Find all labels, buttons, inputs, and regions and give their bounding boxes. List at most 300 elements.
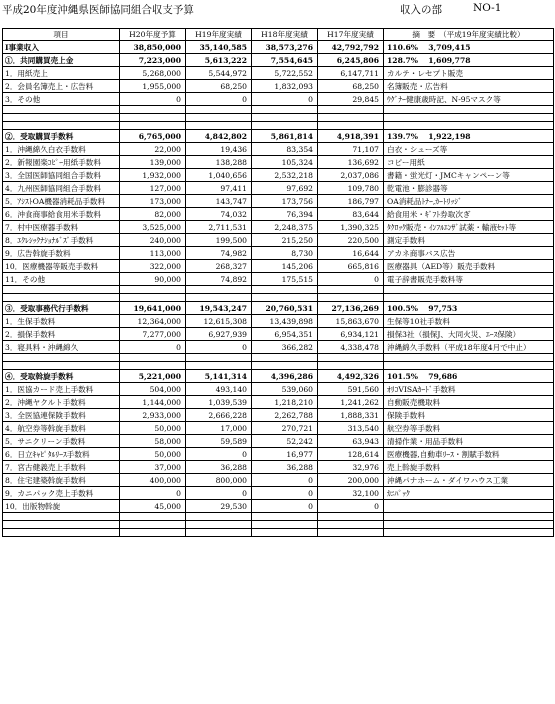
h20-cell [120,354,186,362]
table-row [3,260,554,273]
h17-cell: 128,614 [318,448,384,461]
notes-cell: コピー用紙 [384,156,554,169]
blank-row [3,286,554,294]
h19-cell: 5,544,972 [186,67,252,80]
table-row [3,461,554,474]
h18-cell [252,286,318,294]
h19-cell: 19,543,247 [186,302,252,315]
table-body [3,41,554,537]
item-cell: 5．サニクリーン手数料 [3,435,120,448]
table-row [3,156,554,169]
h19-cell: 74,032 [186,208,252,221]
h20-cell [120,114,186,122]
h17-cell [318,286,384,294]
item-cell: 4．航空券等斡旋手数料 [3,422,120,435]
h19-cell: 74,982 [186,247,252,260]
notes-cell [384,513,554,521]
col-header-h17: H17年度実績 [318,29,384,41]
h18-cell: 8,730 [252,247,318,260]
h18-cell: 13,439,898 [252,315,318,328]
h20-cell: 1,955,000 [120,80,186,93]
item-cell: 1．生保手数料 [3,315,120,328]
item-cell: ①．共同購買売上金 [3,54,120,67]
h17-cell: 665,816 [318,260,384,273]
h18-cell: 7,554,645 [252,54,318,67]
page-header [0,0,555,30]
h17-cell: 4,338,478 [318,341,384,354]
item-cell [3,114,120,122]
h17-cell: 6,245,806 [318,54,384,67]
h17-cell: 15,863,670 [318,315,384,328]
item-cell: 10．出版物斡旋 [3,500,120,513]
notes-cell: 損保3社（損保J、大同火災、ｴｰｽ保険） [384,328,554,341]
item-cell: 6．日立ｷｬﾋﾟﾀﾙﾘｰｽ手数料 [3,448,120,461]
notes-cell: 沖縄パナホーム・ダイワハウス工業 [384,474,554,487]
item-cell: 8．ｴｸﾚｼｯｸﾅｼｮﾅﾙﾞｽﾞ手数料 [3,234,120,247]
item-cell: 9．広告斡旋手数料 [3,247,120,260]
table-row [3,67,554,80]
h19-cell: 19,436 [186,143,252,156]
h20-cell: 5,268,000 [120,67,186,80]
h20-cell: 322,000 [120,260,186,273]
h18-cell: 0 [252,500,318,513]
item-cell: 3．寝具料・沖縄綿久 [3,341,120,354]
h17-cell: 313,540 [318,422,384,435]
h17-cell: 32,976 [318,461,384,474]
item-cell: 5．ｱｼｽﾄOA機器消耗品手数料 [3,195,120,208]
item-cell [3,122,120,130]
h18-cell [252,513,318,521]
h17-cell [318,122,384,130]
h18-cell: 175,515 [252,273,318,286]
blank-row [3,354,554,362]
notes-cell: 航空券等手数料 [384,422,554,435]
h17-cell: 4,918,391 [318,130,384,143]
h19-cell: 35,140,585 [186,41,252,54]
h19-cell: 493,140 [186,383,252,396]
h19-cell: 268,327 [186,260,252,273]
blank-row [3,529,554,537]
col-header-notes: 摘 要 （平成19年度実績比較） [384,29,554,41]
h17-cell: 83,644 [318,208,384,221]
item-cell [3,521,120,529]
h18-cell: 145,206 [252,260,318,273]
item-cell [3,286,120,294]
h18-cell [252,114,318,122]
h19-cell: 12,615,308 [186,315,252,328]
blank-row [3,294,554,302]
notes-cell [384,521,554,529]
h19-cell: 74,892 [186,273,252,286]
h17-cell [318,521,384,529]
notes-cell: ｳｸﾞﾅｰ健康歳時記、N-95マスク等 [384,93,554,106]
h18-cell: 83,354 [252,143,318,156]
h17-cell: 29,845 [318,93,384,106]
table-row [3,383,554,396]
h19-cell: 5,613,222 [186,54,252,67]
h18-cell: 1,218,210 [252,396,318,409]
h19-cell: 97,411 [186,182,252,195]
blank-row [3,114,554,122]
h18-cell: 366,282 [252,341,318,354]
item-cell: 6．沖食商事給食用米手数料 [3,208,120,221]
h17-cell: 200,000 [318,474,384,487]
notes-cell [384,294,554,302]
table-row [3,341,554,354]
h19-cell: 0 [186,448,252,461]
table-row [3,448,554,461]
blank-row [3,122,554,130]
item-cell: 10．医療機器等販売手数料 [3,260,120,273]
table-row [3,247,554,260]
item-cell: ②．受取購買手数料 [3,130,120,143]
h19-cell: 0 [186,93,252,106]
h17-cell: 16,644 [318,247,384,260]
h20-cell [120,122,186,130]
h20-cell: 7,223,000 [120,54,186,67]
item-cell: 2．新報園楽ｺﾋﾟｰ用紙手数料 [3,156,120,169]
item-cell: 3．その他 [3,93,120,106]
h17-cell: 42,792,792 [318,41,384,54]
h19-cell: 36,288 [186,461,252,474]
blank-row [3,521,554,529]
h20-cell [120,362,186,370]
item-cell [3,513,120,521]
h18-cell: 0 [252,487,318,500]
h19-cell [186,513,252,521]
h19-cell [186,529,252,537]
h17-cell: 186,797 [318,195,384,208]
h17-cell: 32,100 [318,487,384,500]
notes-cell: 自動販売機取料 [384,396,554,409]
notes-cell: ｵﾘｺVISAｶｰﾄﾞ手数料 [384,383,554,396]
item-cell: ④．受取斡旋手数料 [3,370,120,383]
notes-cell: 乾電池・膨診器等 [384,182,554,195]
h18-cell [252,294,318,302]
h18-cell: 20,760,531 [252,302,318,315]
notes-cell: 沖縄綿久手数料（平成18年度4月で中止） [384,341,554,354]
h18-cell: 6,954,351 [252,328,318,341]
h20-cell [120,529,186,537]
h19-cell [186,294,252,302]
notes-cell: 清掃作業・用品手数料 [384,435,554,448]
h17-cell: 591,560 [318,383,384,396]
h17-cell: 68,250 [318,80,384,93]
h18-cell: 105,324 [252,156,318,169]
notes-cell: カルテ・レセプト販売 [384,67,554,80]
notes-cell [384,529,554,537]
h18-cell [252,122,318,130]
item-cell [3,106,120,114]
notes-cell [384,106,554,114]
h17-cell: 1,241,262 [318,396,384,409]
h20-cell: 58,000 [120,435,186,448]
table-row [3,54,554,67]
item-cell: 2．損保手数料 [3,328,120,341]
h20-cell [120,294,186,302]
h17-cell [318,529,384,537]
h18-cell: 5,722,552 [252,67,318,80]
h17-cell [318,362,384,370]
notes-cell: 電子辞書販売手数料等 [384,273,554,286]
h20-cell: 3,525,000 [120,221,186,234]
h20-cell: 50,000 [120,422,186,435]
col-header-h18: H18年度実績 [252,29,318,41]
h18-cell: 1,832,093 [252,80,318,93]
h17-cell: 63,943 [318,435,384,448]
notes-cell: 医療器具（AED等）販売手数料 [384,260,554,273]
h18-cell: 2,262,788 [252,409,318,422]
item-cell: 2．沖縄ヤクルト手数料 [3,396,120,409]
h19-cell: 1,040,656 [186,169,252,182]
notes-cell: ｶﾆﾊﾟｯｸ [384,487,554,500]
item-cell: ③．受取事務代行手数料 [3,302,120,315]
item-cell: 1．用紙売上 [3,67,120,80]
h17-cell [318,114,384,122]
h17-cell: 4,492,326 [318,370,384,383]
h20-cell: 19,641,000 [120,302,186,315]
h20-cell [120,286,186,294]
notes-cell: 医療機器,自動車ﾘｰｽ・割賦手数料 [384,448,554,461]
table-row [3,435,554,448]
h18-cell: 5,861,814 [252,130,318,143]
h17-cell: 109,780 [318,182,384,195]
h17-cell: 71,107 [318,143,384,156]
item-cell: 8．住宅建築斡旋手数料 [3,474,120,487]
h20-cell: 22,000 [120,143,186,156]
item-cell: 9．カニパック売上手数料 [3,487,120,500]
h19-cell: 0 [186,341,252,354]
h20-cell: 90,000 [120,273,186,286]
h19-cell: 17,000 [186,422,252,435]
h19-cell [186,354,252,362]
notes-cell: 給食用米・ｷﾞﾌﾄ券取次ぎ [384,208,554,221]
notes-cell: 保険手数料 [384,409,554,422]
notes-cell [384,114,554,122]
item-cell: 7．宮古健義売上手数料 [3,461,120,474]
notes-cell: 測定手数料 [384,234,554,247]
h20-cell: 5,221,000 [120,370,186,383]
h19-cell: 800,000 [186,474,252,487]
blank-row [3,106,554,114]
h18-cell: 2,532,218 [252,169,318,182]
item-cell: 2．会員名簿売上・広告料 [3,80,120,93]
page-number: NO-1 [473,2,502,14]
h18-cell [252,106,318,114]
h18-cell: 2,248,375 [252,221,318,234]
item-cell [3,529,120,537]
table-row [3,474,554,487]
notes-cell [384,122,554,130]
h19-cell [186,286,252,294]
table-row [3,370,554,383]
h18-cell: 36,288 [252,461,318,474]
table-row [3,422,554,435]
notes-cell [384,362,554,370]
h17-cell: 0 [318,500,384,513]
h20-cell: 7,277,000 [120,328,186,341]
budget-table [2,28,554,537]
h18-cell: 76,394 [252,208,318,221]
h17-cell: 136,692 [318,156,384,169]
h17-cell: 6,934,121 [318,328,384,341]
notes-cell [384,500,554,513]
h18-cell [252,521,318,529]
h17-cell: 220,500 [318,234,384,247]
col-header-item: 項目 [3,29,120,41]
item-cell [3,294,120,302]
h17-cell [318,294,384,302]
h20-cell: 139,000 [120,156,186,169]
h20-cell: 38,850,000 [120,41,186,54]
notes-cell: 白衣・シューズ等 [384,143,554,156]
h19-cell: 29,530 [186,500,252,513]
item-cell: Ⅰ事業収入 [3,41,120,54]
table-row [3,41,554,54]
h19-cell: 1,039,539 [186,396,252,409]
h19-cell: 138,288 [186,156,252,169]
h20-cell: 2,933,000 [120,409,186,422]
item-cell: 1．医協カード売上手数料 [3,383,120,396]
table-row [3,487,554,500]
h19-cell: 4,842,802 [186,130,252,143]
h20-cell: 0 [120,341,186,354]
h17-cell [318,106,384,114]
item-cell [3,354,120,362]
h20-cell: 45,000 [120,500,186,513]
h17-cell: 0 [318,273,384,286]
h19-cell [186,362,252,370]
h17-cell: 2,037,086 [318,169,384,182]
h20-cell: 1,932,000 [120,169,186,182]
notes-cell: 名簿販売・広告料 [384,80,554,93]
h20-cell: 240,000 [120,234,186,247]
h20-cell: 127,000 [120,182,186,195]
h19-cell: 143,747 [186,195,252,208]
item-cell: 3．全医協連保険手数料 [3,409,120,422]
h18-cell: 97,692 [252,182,318,195]
table-row [3,130,554,143]
h18-cell: 539,060 [252,383,318,396]
h20-cell: 82,000 [120,208,186,221]
h20-cell: 0 [120,487,186,500]
table-row [3,409,554,422]
notes-cell [384,354,554,362]
notes-cell [384,286,554,294]
h20-cell: 504,000 [120,383,186,396]
item-cell: 1．沖縄綿久白衣手数料 [3,143,120,156]
h17-cell: 27,136,269 [318,302,384,315]
item-cell: 4．九州医師協同組合手数料 [3,182,120,195]
item-cell [3,362,120,370]
item-cell: 11．その他 [3,273,120,286]
h20-cell [120,106,186,114]
h19-cell: 199,500 [186,234,252,247]
notes-cell: 128.7% 1,609,778 [384,54,554,67]
h18-cell: 0 [252,474,318,487]
h18-cell [252,362,318,370]
table-row [3,93,554,106]
table-row [3,328,554,341]
table-row [3,195,554,208]
h20-cell: 12,364,000 [120,315,186,328]
notes-cell: 139.7% 1,922,198 [384,130,554,143]
h19-cell [186,521,252,529]
notes-cell: アカネ商事バス広告 [384,247,554,260]
h17-cell: 1,390,325 [318,221,384,234]
h17-cell: 1,888,331 [318,409,384,422]
col-header-h19: H19年度実績 [186,29,252,41]
h20-cell [120,521,186,529]
h17-cell [318,354,384,362]
item-cell: 7．村中医療器手数料 [3,221,120,234]
notes-cell: ﾀｸﾛｯｸ販売・ｲﾝﾌﾙｴﾝｻﾞ試薬・輸液ｾｯﾄ等 [384,221,554,234]
table-row [3,302,554,315]
h19-cell: 68,250 [186,80,252,93]
h19-cell: 6,927,939 [186,328,252,341]
h18-cell: 0 [252,93,318,106]
h19-cell: 2,711,531 [186,221,252,234]
h18-cell: 38,573,276 [252,41,318,54]
table-row [3,500,554,513]
notes-cell: OA消耗品ﾄﾅｰ,ｶｰﾄﾘｯｼﾞ [384,195,554,208]
blank-row [3,362,554,370]
notes-cell: 110.6% 3,709,415 [384,41,554,54]
h20-cell: 113,000 [120,247,186,260]
table-row [3,208,554,221]
h18-cell [252,354,318,362]
h18-cell: 16,977 [252,448,318,461]
table-row [3,143,554,156]
h20-cell: 6,765,000 [120,130,186,143]
h20-cell: 0 [120,93,186,106]
section-label: 収入の部 [400,4,442,16]
h19-cell: 59,589 [186,435,252,448]
item-cell: 3．全国医師協同組合手数料 [3,169,120,182]
h20-cell [120,513,186,521]
h19-cell: 2,666,228 [186,409,252,422]
table-row [3,315,554,328]
h20-cell: 173,000 [120,195,186,208]
header-row [3,29,554,41]
h19-cell [186,106,252,114]
table-row [3,273,554,286]
h19-cell: 5,141,314 [186,370,252,383]
blank-row [3,513,554,521]
h18-cell: 215,250 [252,234,318,247]
h18-cell [252,529,318,537]
table-row [3,182,554,195]
notes-cell: 書籍・蛍光灯・JMCキャンペーン等 [384,169,554,182]
h20-cell: 1,144,000 [120,396,186,409]
col-header-h20: H20年度予算 [120,29,186,41]
h19-cell [186,122,252,130]
page-title: 平成20年度沖縄県医師協同組合収支予算 [2,4,194,16]
h18-cell: 52,242 [252,435,318,448]
h17-cell [318,513,384,521]
h20-cell: 50,000 [120,448,186,461]
h18-cell: 173,756 [252,195,318,208]
notes-cell: 生保等10社手数料 [384,315,554,328]
table-row [3,221,554,234]
h19-cell [186,114,252,122]
table-row [3,169,554,182]
h17-cell: 6,147,711 [318,67,384,80]
h18-cell: 4,396,286 [252,370,318,383]
h19-cell: 0 [186,487,252,500]
table-row [3,396,554,409]
h20-cell: 37,000 [120,461,186,474]
